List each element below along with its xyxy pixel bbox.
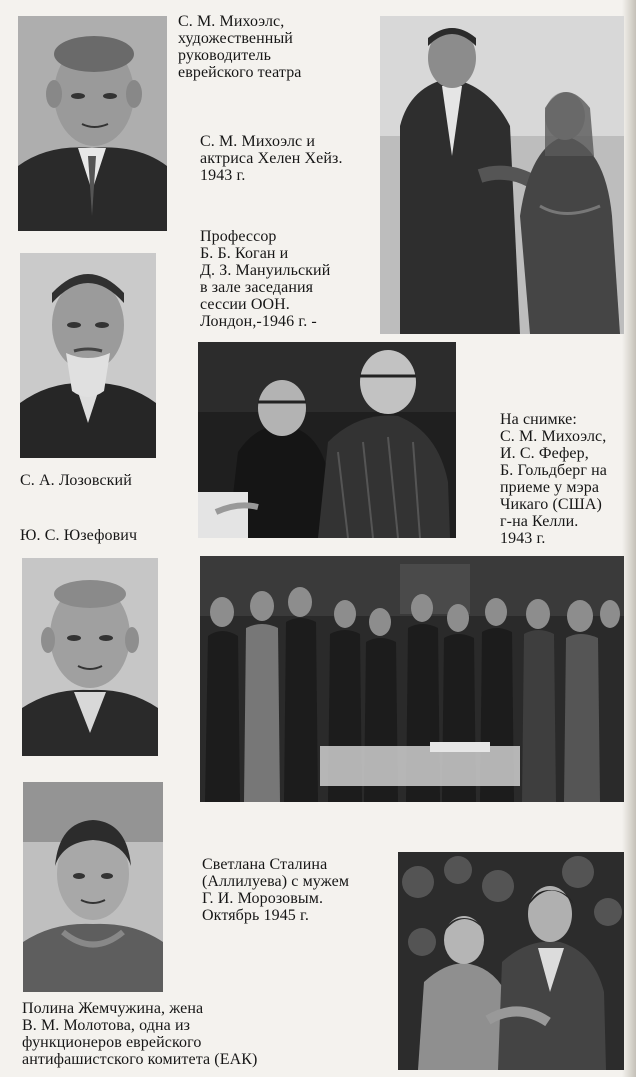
caption-mikhoels-hayes: С. М. Михоэлс и актриса Хелен Хейз. 1943 г. [200, 133, 343, 184]
caption-kogan-manuilsky: Профессор Б. Б. Коган и Д. З. Мануильский в зале заседания сессии ООН. Лондон,‑1946 г. ‑ [200, 228, 331, 330]
photo-kogan-manuilsky [198, 342, 456, 538]
photo-lozovsky [20, 253, 156, 458]
caption-yuzefovich: Ю. С. Юзефович [20, 527, 138, 544]
caption-mikhoels-portrait: С. М. Михоэлс, художественный руководитель еврейского театра [178, 13, 302, 81]
photo-svetlana-morozov [398, 852, 624, 1070]
photo-yuzefovich [22, 558, 158, 756]
caption-svetlana: Светлана Сталина (Аллилуева) с мужем Г. И. Морозовым. Октябрь 1945 г. [202, 856, 350, 924]
photo-mikhoels-portrait [18, 16, 167, 231]
caption-chicago-reception: На снимке: С. М. Михоэлс, И. С. Фефер, Б. Гольдберг на приеме у мэра Чикаго (США) г-на Келли. 1943 г. [500, 411, 607, 547]
caption-zhemchuzhina: Полина Жемчужина, жена В. М. Молотова, одна из функционеров еврейского антифашистского комитета (ЕАК) [22, 1000, 258, 1068]
page-edge-shadow [622, 0, 636, 1077]
caption-lozovsky: С. А. Лозовский [20, 472, 132, 489]
photo-mikhoels-hayes [380, 16, 624, 334]
photo-zhemchuzhina [23, 782, 163, 992]
photo-group-meeting [200, 556, 624, 802]
